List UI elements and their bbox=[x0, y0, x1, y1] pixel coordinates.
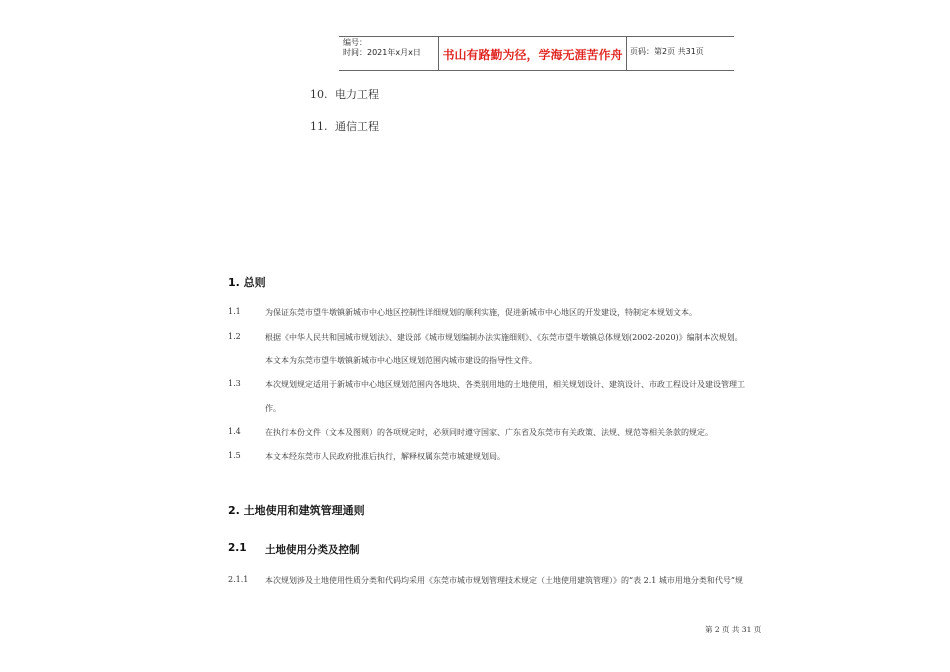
list-item bbox=[310, 86, 379, 102]
paragraph-text: 本次规划涉及土地使用性质分类和代码均采用《东莞市城市规划管理技术规定（土地使用建筑管理）》的“表 2.1 城市用地分类和代号”规 bbox=[265, 576, 743, 585]
list-item-text: 电力工程 bbox=[335, 88, 379, 101]
paragraph-number: 1.3 bbox=[228, 379, 241, 388]
paragraph-number: 1.1 bbox=[228, 307, 241, 316]
paragraph-number: 2.1.1 bbox=[228, 575, 249, 584]
list-item bbox=[310, 118, 379, 134]
header-motto-cell bbox=[439, 37, 627, 70]
paragraph-text: 为保证东莞市望牛墩镇新城市中心地区控制性详细规划的顺利实施，促进新城市中心地区的开发建设，特制定本规划文本。 bbox=[265, 308, 697, 317]
section-heading: 1. 总则 bbox=[228, 276, 266, 289]
paragraph-number: 1.5 bbox=[228, 451, 241, 460]
header-meta-cell bbox=[339, 37, 439, 70]
section-heading: 2. 土地使用和建筑管理通则 bbox=[228, 504, 365, 517]
paragraph-number: 1.2 bbox=[228, 332, 241, 341]
header-serial-label: 编号： bbox=[343, 38, 367, 47]
header-date-label: 时间：2021年x月x日 bbox=[343, 48, 421, 57]
paragraph-number: 1.4 bbox=[228, 427, 241, 436]
paragraph-text: 根据《中华人民共和国城市规划法》、建设部《城市规划编制办法实施细则》、《东莞市望牛墩镇总体规划(2002-2020)》编制本次规划。 bbox=[265, 333, 743, 342]
header-page-cell bbox=[627, 37, 734, 70]
paragraph-text: 本文本为东莞市望牛墩镇新城市中心地区规划范围内城市建设的指导性文件。 bbox=[265, 356, 537, 365]
page-footer: 第 2 页 共 31 页 bbox=[705, 625, 762, 634]
subsection-heading: 土地使用分类及控制 bbox=[265, 544, 360, 556]
page-header-table bbox=[339, 36, 734, 71]
paragraph-text: 作。 bbox=[265, 404, 281, 413]
paragraph-text: 在执行本份文件（文本及图则）的各项规定时，必须同时遵守国家、广东省及东莞市有关政策、法规、规范等相关条款的规定。 bbox=[265, 428, 713, 437]
list-item-number: 10. bbox=[310, 88, 328, 101]
header-page-info: 页码：第2页 共31页 bbox=[630, 47, 704, 56]
list-item-text: 通信工程 bbox=[335, 120, 379, 133]
header-motto: 书山有路勤为径，学海无涯苦作舟 bbox=[442, 48, 623, 62]
paragraph-text: 本文本经东莞市人民政府批准后执行，解释权属东莞市城建规划局。 bbox=[265, 452, 505, 461]
subsection-number: 2.1 bbox=[228, 542, 247, 554]
paragraph-text: 本次规划规定适用于新城市中心地区规划范围内各地块、各类别用地的土地使用，相关规划设计、建筑设计、市政工程设计及建设管理工 bbox=[265, 380, 745, 389]
list-item-number: 11. bbox=[310, 120, 328, 133]
